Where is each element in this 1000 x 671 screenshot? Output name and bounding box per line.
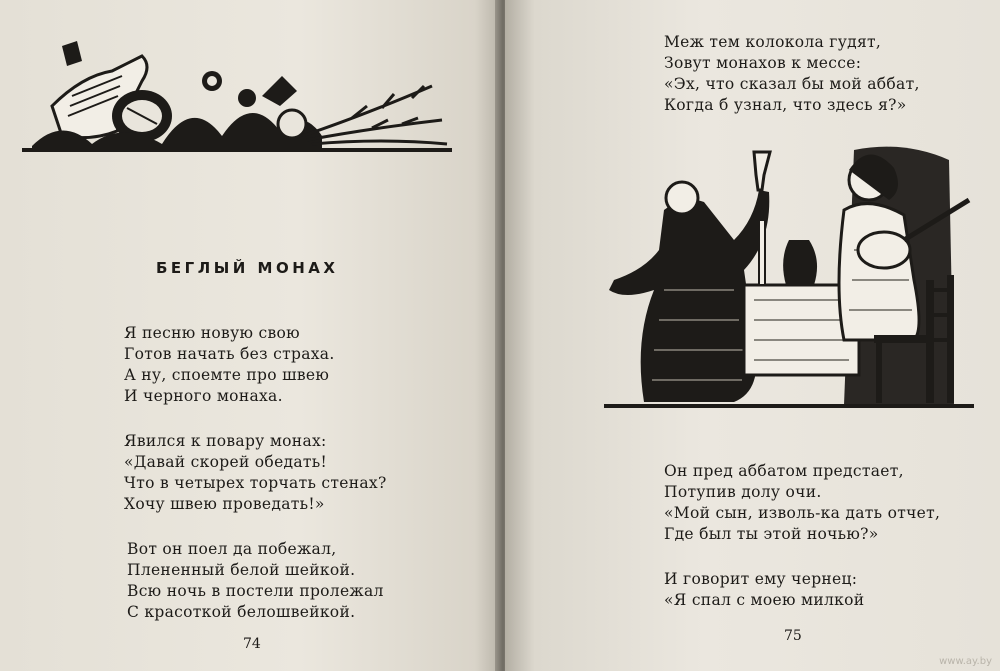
stanza-3: [127, 539, 384, 623]
page-number: 74: [243, 636, 261, 652]
verse-line: А ну, споемте про швею: [124, 366, 330, 384]
stanza-5: [664, 461, 940, 545]
verse-line: «Давай скорей обедать!: [124, 453, 328, 471]
stanza-2: [124, 431, 387, 515]
verse-line: Потупив долу очи.: [664, 483, 822, 501]
verse-line: Он пред аббатом предстает,: [664, 462, 904, 480]
headpiece-engraving: [22, 36, 452, 156]
stanza-1: [124, 323, 335, 407]
stanza-4: [664, 32, 920, 116]
stanza-6: [664, 569, 864, 611]
verse-line: Я песню новую свою: [124, 324, 300, 342]
verse-line: Плененный белой шейкой.: [127, 561, 356, 579]
verse-line: Явился к повару монах:: [124, 432, 327, 450]
verse-line: «Мой сын, изволь-ка дать отчет,: [664, 504, 941, 522]
verse-line: Вот он поел да побежал,: [127, 540, 337, 558]
monk-and-seamstress-engraving: [604, 140, 974, 412]
verse-line: Всю ночь в постели пролежал: [127, 582, 384, 600]
verse-line: И говорит ему чернец:: [664, 570, 858, 588]
page-number: 75: [784, 628, 802, 644]
verse-line: «Эх, что сказал бы мой аббат,: [664, 75, 920, 93]
verse-line: Зовут монахов к мессе:: [664, 54, 862, 72]
verse-line: Хочу швею проведать!»: [124, 495, 325, 513]
watermark: www.ay.by: [939, 656, 992, 667]
verse-line: Когда б узнал, что здесь я?»: [664, 96, 907, 114]
verse-line: «Я спал с моею милкой: [664, 591, 865, 609]
verse-line: Что в четырех торчать стенах?: [124, 474, 387, 492]
verse-line: С красоткой белошвейкой.: [127, 603, 356, 621]
verse-line: Где был ты этой ночью?»: [664, 525, 879, 543]
verse-line: Меж тем колокола гудят,: [664, 33, 882, 51]
verse-line: Готов начать без страха.: [124, 345, 335, 363]
poem-title: БЕГЛЫЙ МОНАХ: [156, 259, 339, 277]
verse-line: И черного монаха.: [124, 387, 283, 405]
